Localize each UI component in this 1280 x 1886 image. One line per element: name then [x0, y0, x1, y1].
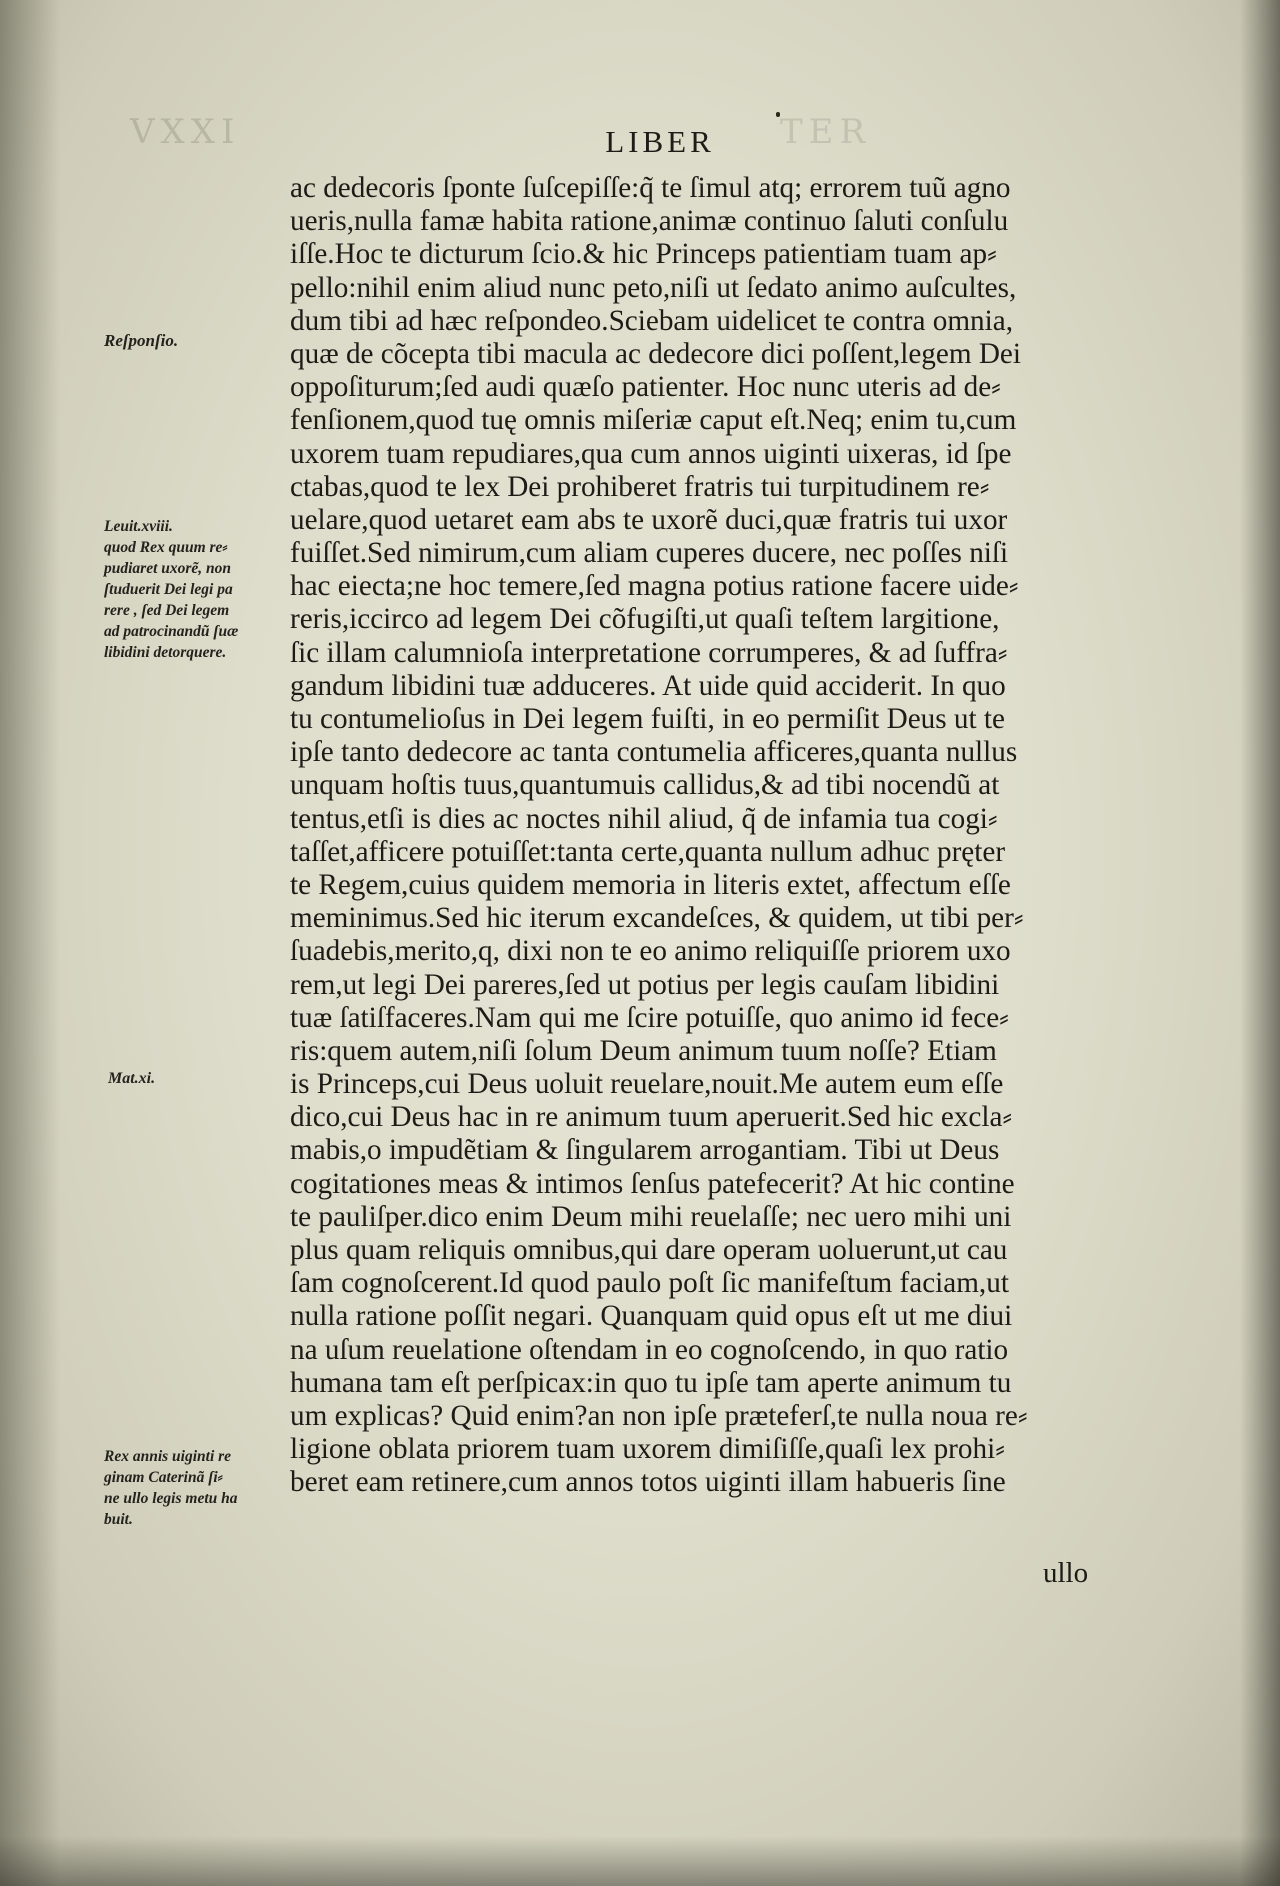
marginal-note-line: Mat.xi.: [108, 1070, 156, 1087]
body-line: ſic illam calumnioſa interpretatione corrumperes, & ad ſuffra⸗: [290, 636, 1008, 669]
marginal-note-line: quod Rex quum re⸗: [104, 539, 228, 556]
ink-speck: [776, 112, 780, 117]
body-line: dum tibi ad hæc reſpondeo.Sciebam uidelicet te contra omnia,: [290, 304, 1013, 337]
body-line: reris,iccirco ad legem Dei cõfugiſti,ut quaſi teſtem largitione,: [290, 603, 1000, 636]
body-line: beret eam retinere,cum annos totos uiginti illam habueris ſine: [290, 1466, 1006, 1499]
body-line: um explicas? Quid enim?an non ipſe præteferſ,te nulla noua re⸗: [290, 1399, 1028, 1432]
body-line: ipſe tanto dedecore ac tanta contumelia afficeres,quanta nullus: [290, 736, 1018, 769]
marginal-note-line: ginam Caterinã ſi⸗: [104, 1469, 223, 1486]
marginal-note-line: ad patrocinandũ ſuæ: [104, 623, 239, 640]
body-line: ueris,nulla famæ habita ratione,animæ continuo ſaluti conſulu: [290, 205, 1009, 238]
marginal-note-mat: [108, 1068, 155, 1089]
body-line: te Regem,cuius quidem memoria in literis extet, affectum eſſe: [290, 868, 1011, 901]
running-head-text: LIBER: [605, 124, 715, 159]
body-line: taſſet,afficere potuiſſet:tanta certe,quanta nullum adhuc pręter: [290, 835, 1006, 868]
body-line: iſſe.Hoc te dicturum ſcio.& hic Princeps patientiam tuam ap⸗: [290, 238, 997, 271]
body-line: oppoſiturum;ſed audi quæſo patienter. Hoc nunc uteris ad de⸗: [290, 371, 1001, 404]
body-text: [290, 172, 1160, 1500]
body-line: ris:quem autem,niſi ſolum Deum animum tuum noſſe? Etiam: [290, 1034, 997, 1067]
body-line: te pauliſper.dico enim Deum mihi reuelaſſe; nec uero mihi uni: [290, 1200, 1012, 1233]
body-line: ligione oblata priorem tuam uxorem dimiſiſſe,quaſi lex prohi⸗: [290, 1433, 1005, 1466]
marginal-note-line: Reſponſio.: [104, 331, 179, 350]
show-through-folio: VXXI: [130, 112, 241, 152]
page-edge-shadow-left: [0, 0, 60, 1886]
body-line: plus quam reliquis omnibus,qui dare operam uoluerunt,ut cau: [290, 1234, 1008, 1266]
marginal-note-line: Rex annis uiginti re: [104, 1448, 232, 1465]
body-line: ctabas,quod te lex Dei prohiberet fratris tui turpitudinem re⸗: [290, 470, 990, 503]
body-line: meminimus.Sed hic iterum excandeſces, & quidem, ut tibi per⸗: [290, 902, 1024, 935]
body-line: mabis,o impudẽtiam & ſingularem arrogantiam. Tibi ut Deus: [290, 1134, 1000, 1167]
body-line: tentus,etſi is dies ac noctes nihil aliud, q̃ de infamia tua cogi⸗: [290, 802, 998, 835]
body-line: pello:nihil enim aliud nunc peto,niſi ut ſedato animo auſcultes,: [290, 271, 1017, 304]
body-line: quæ de cõcepta tibi macula ac dedecore dici poſſent,legem Dei: [290, 337, 1021, 370]
body-line: hac eiecta;ne hoc temere,ſed magna potius ratione facere uide⸗: [290, 570, 1019, 603]
marginal-note-line: Leuit.xviii.: [104, 518, 173, 535]
show-through-note: [100, 278, 280, 338]
marginal-note-leuit: [104, 516, 238, 663]
body-line: na uſum reuelatione oſtendam in eo cognoſcendo, in quo ratio: [290, 1333, 1009, 1366]
show-through-text: TER: [780, 112, 872, 152]
body-line: humana tam eſt perſpicax:in quo tu ipſe tam aperte animum tu: [290, 1366, 1012, 1399]
marginal-note-line: libidini detorquere.: [104, 644, 227, 661]
body-line: rem,ut legi Dei pareres,ſed ut potius per legis cauſam libidini: [290, 968, 1000, 1001]
marginal-note-line: buit.: [104, 1511, 133, 1528]
body-line: gandum libidini tuæ adduceres. At uide quid acciderit. In quo: [290, 669, 1006, 702]
body-line: fenſionem,quod tuę omnis miſeriæ caput eſt.Neq; enim tu,cum: [290, 404, 1017, 437]
catchword: ullo: [1043, 1557, 1089, 1589]
body-line: unquam hoſtis tuus,quantumuis callidus,& ad tibi nocendũ at: [290, 769, 1000, 802]
marginal-note-rex: [104, 1446, 238, 1530]
body-line: tu contumelioſus in Dei legem fuiſti, in eo permiſit Deus ut te: [290, 703, 1005, 735]
body-line: uxorem tuam repudiares,qua cum annos uiginti uixeras, id ſpe: [290, 437, 1012, 470]
page-edge-shadow-bottom: [0, 1836, 1280, 1886]
body-line: is Princeps,cui Deus uoluit reuelare,nouit.Me autem eum eſſe: [290, 1068, 1004, 1101]
body-line: ſam cognoſcerent.Id quod paulo poſt ſic manifeſtum faciam,ut: [290, 1267, 1009, 1300]
body-line: nulla ratione poſſit negari. Quanquam quid opus eſt ut me diui: [290, 1300, 1013, 1333]
page-edge-shadow-right: [1240, 0, 1280, 1886]
marginal-note-line: rere , ſed Dei legem: [104, 602, 230, 619]
body-line: cogitationes meas & intimos ſenſus patefecerit? At hic contine: [290, 1167, 1015, 1200]
body-line: ſuadebis,merito,q, dixi non te eo animo reliquiſſe priorem uxo: [290, 935, 1011, 968]
marginal-note-responsio: [104, 330, 178, 351]
marginal-note-line: ſtuduerit Dei legi pa: [104, 581, 233, 598]
marginal-note-line: ne ullo legis metu ha: [104, 1490, 238, 1507]
running-head: [0, 124, 1280, 160]
body-line: fuiſſet.Sed nimirum,cum aliam cuperes ducere, nec poſſes niſi: [290, 537, 1009, 570]
marginal-note-line: pudiaret uxorẽ, non: [104, 560, 232, 577]
body-line: ac dedecoris ſponte ſuſcepiſſe:q̃ te ſimul atq; errorem tuũ agno: [290, 172, 1011, 204]
body-line: dico,cui Deus hac in re animum tuum aperuerit.Sed hic excla⸗: [290, 1101, 1013, 1134]
body-line: tuæ ſatiſfaceres.Nam qui me ſcire potuiſſe, quo animo id fece⸗: [290, 1001, 1009, 1034]
body-line: uelare,quod uetaret eam abs te uxorẽ duci,quæ fratris tui uxor: [290, 503, 1008, 536]
